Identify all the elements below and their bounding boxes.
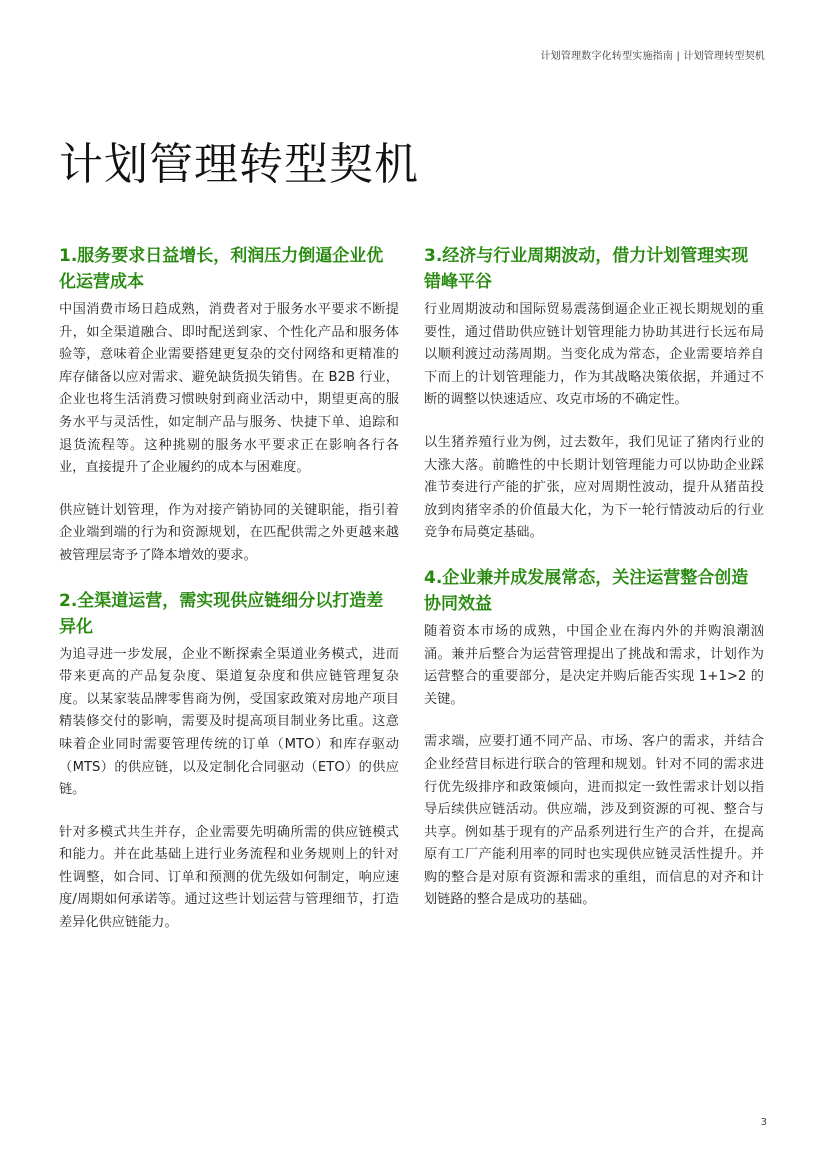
page-number: 3 <box>760 1117 767 1128</box>
section-heading: 3.经济与行业周期波动，借力计划管理实现错峰平谷 <box>424 246 749 292</box>
paragraph: 中国消费市场日趋成熟，消费者对于服务水平要求不断提升，如全渠道融合、即时配送到家、个性化产品和服务体验等，意味着企业需要搭建更复杂的交付网络和更精准的库存储备以应对需求、避免缺货损失销售。在 B2B 行业，企业也将生活消费习惯映射到商业活动中，期望更高的服务水平与灵活性，如定制产品与服务、快捷下单、追踪和退货流程等。这种挑剔的服务水平要求正在影响各行各业，直接提升了企业履约的成本与困难度。 <box>59 302 399 476</box>
paragraph: 需求端，应要打通不同产品、市场、客户的需求，并结合企业经营目标进行联合的管理和规划。针对不同的需求进行优先级排序和政策倾向，进而拟定一致性需求计划以指导后续供应链活动。供应端，涉及到资源的可视、整合与共享。例如基于现有的产品系列进行生产的合并，在提高原有工厂产能利用率的同时也实现供应链灵活性提升。并购的整合是对原有资源和需求的重组，而信息的对齐和计划链路的整合是成功的基础。 <box>424 734 764 908</box>
paragraph: 行业周期波动和国际贸易震荡倒逼企业正视长期规划的重要性，通过借助供应链计划管理能力协助其进行长远布局以顺利渡过动荡周期。当变化成为常态，企业需要培养自下而上的计划管理能力，作为其战略决策依据，并通过不断的调整以快速适应、攻克市场的不确定性。 <box>424 302 764 408</box>
paragraph: 供应链计划管理，作为对接产销协同的关键职能，指引着企业端到端的行为和资源规划，在匹配供需之外更越来越被管理层寄予了降本增效的要求。 <box>59 502 399 563</box>
section-omnichannel <box>59 588 399 935</box>
section-economic-cycles <box>424 243 764 545</box>
paragraph: 随着资本市场的成熟，中国企业在海内外的并购浪潮汹涌。兼并后整合为运营管理提出了挑战和需求，计划作为运营整合的重要部分，是决定并购后能否实现 1+1>2 的关键。 <box>424 623 764 707</box>
paragraph: 以生猪养殖行业为例，过去数年，我们见证了猪肉行业的大涨大落。前瞻性的中长期计划管理能力可以协助企业踩准节奏进行产能的扩张，应对周期性波动，提升从猪苗投放到肉猪宰杀的价值最大化，为下一轮行情波动后的行业竞争布局奠定基础。 <box>424 434 764 541</box>
page-title: 计划管理转型契机 <box>59 139 419 190</box>
section-heading: 1.服务要求日益增长，利润压力倒逼企业优化运营成本 <box>59 246 384 292</box>
section-heading: 2.全渠道运营，需实现供应链细分以打造差异化 <box>59 590 384 637</box>
running-header: 计划管理数字化转型实施指南 | 计划管理转型契机 <box>540 51 765 62</box>
section-heading: 4.企业兼并成发展常态，关注运营整合创造协同效益 <box>424 567 749 614</box>
left-column <box>59 243 399 955</box>
paragraph: 针对多模式共生并存，企业需要先明确所需的供应链模式和能力。并在此基础上进行业务流程和业务规则上的针对性调整，如合同、订单和预测的优先级如何制定，响应速度/周期如何承诺等。通过这些计划运营与管理细节，打造差异化供应链能力。 <box>59 824 399 931</box>
section-service-requirements <box>59 243 399 568</box>
paragraph: 为追寻进一步发展，企业不断探索全渠道业务模式，进而带来更高的产品复杂度、渠道复杂度和供应链管理复杂度。以某家装品牌零售商为例，受国家政策对房地产项目精装修交付的影响，需要及时提高项目制业务比重。这意味着企业同时需要管理传统的订单（MTO）和库存驱动（MTS）的供应链，以及定制化合同驱动（ETO）的供应链。 <box>59 646 399 798</box>
section-mergers <box>424 565 764 912</box>
right-column <box>424 243 764 932</box>
